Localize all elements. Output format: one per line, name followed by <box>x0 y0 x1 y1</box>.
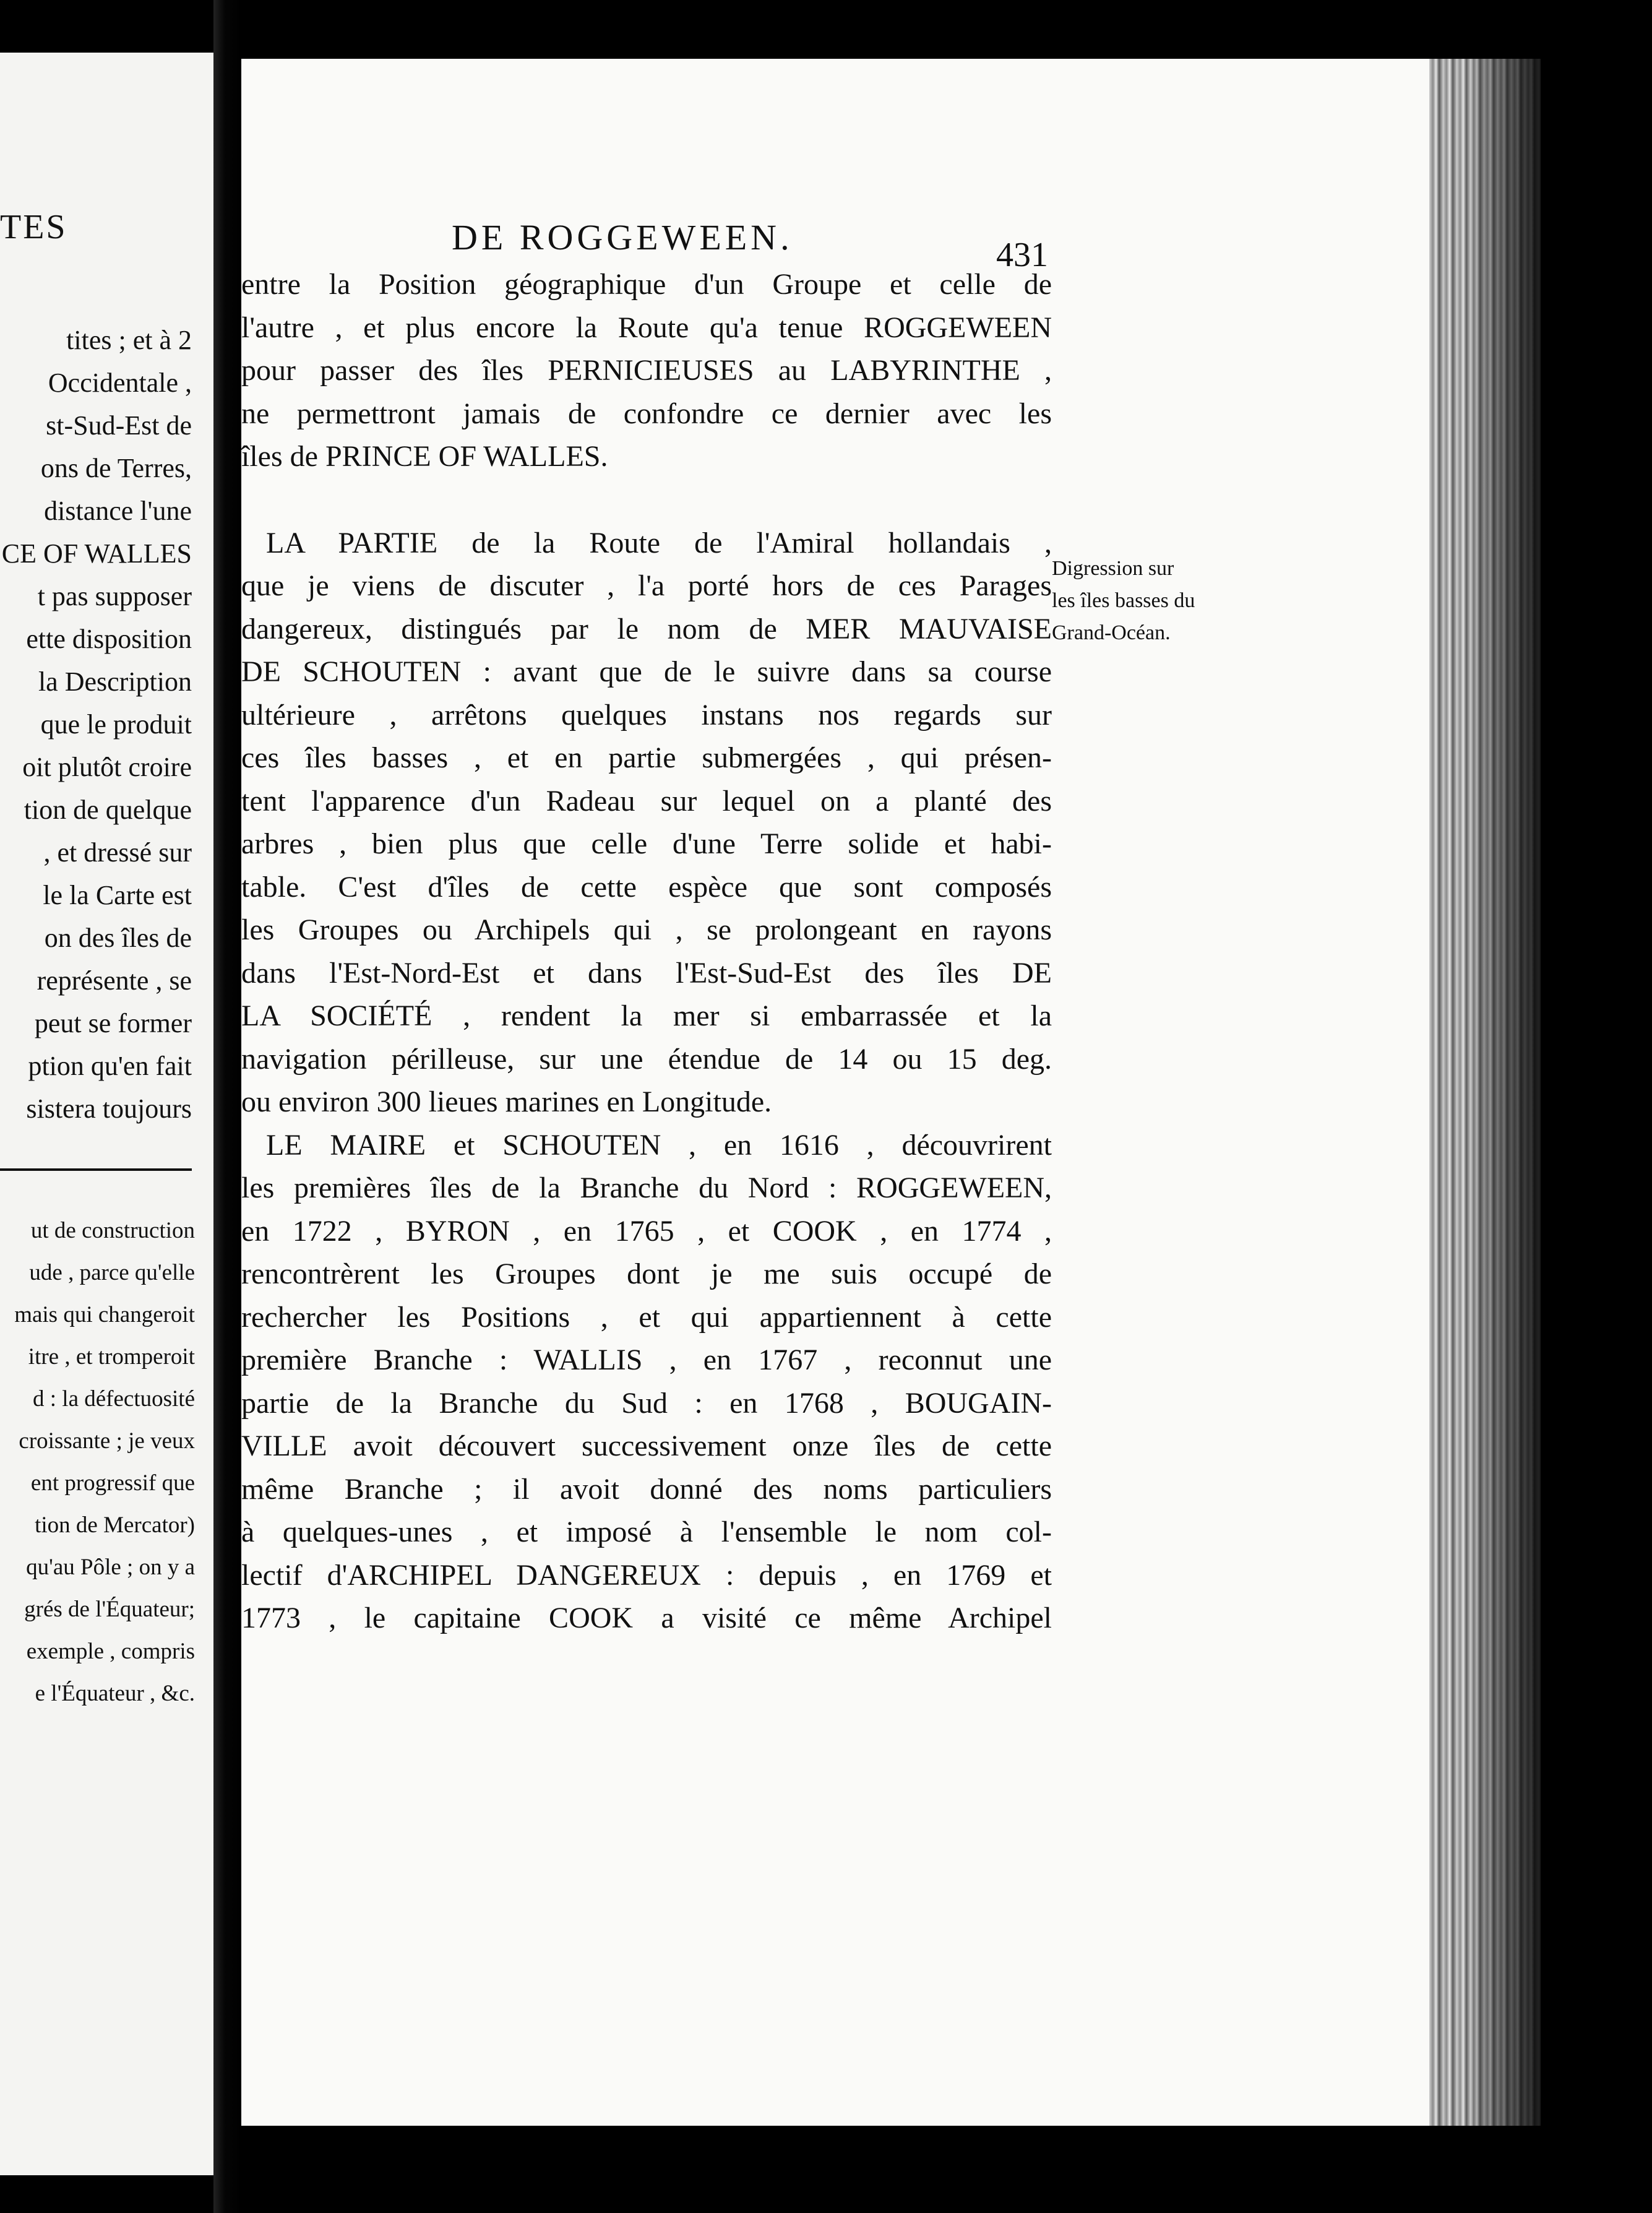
text-line: le la Carte est <box>43 880 192 910</box>
text-line: l'autre , et plus encore la Route qu'a tenue ROGGEWEEN <box>241 311 1052 344</box>
paragraph-3 <box>241 1124 1052 1640</box>
text-line: première Branche : WALLIS , en 1767 , reconnut une <box>241 1344 1052 1376</box>
text-line: ent progressif que <box>30 1470 195 1496</box>
text-line: CE OF WALLES <box>1 538 192 569</box>
text-line: LE MAIRE et SCHOUTEN , en 1616 , découvrirent <box>266 1128 1052 1162</box>
text-line: d : la défectuosité <box>33 1386 195 1412</box>
text-line: ou environ 300 lieues marines en Longitude. <box>241 1085 772 1118</box>
text-line: ette disposition <box>26 624 192 654</box>
paragraph-1 <box>241 263 1052 478</box>
text-line: itre , et tromperoit <box>28 1344 195 1370</box>
text-line: ultérieure , arrêtons quelques instans nos regards sur <box>241 698 1052 731</box>
text-line: Occidentale , <box>48 368 192 398</box>
text-line: 1773 , le capitaine COOK a visité ce même Archipel <box>241 1602 1052 1634</box>
text-line: entre la Position géographique d'un Groupe et celle de <box>241 268 1052 301</box>
text-line: les îles basses du <box>1052 589 1195 612</box>
text-line: ons de Terres, <box>40 453 192 483</box>
text-line: , et dressé sur <box>43 837 192 868</box>
text-line: on des îles de <box>44 923 192 953</box>
text-line: t pas supposer <box>37 581 192 611</box>
text-line: Grand-Océan. <box>1052 621 1171 644</box>
text-line: rechercher les Positions , et qui appartiennent à cette <box>241 1300 1052 1334</box>
book-gutter <box>213 0 241 2213</box>
text-line: VILLE avoit découvert successivement onze îles de cette <box>241 1430 1052 1462</box>
text-line: st-Sud-Est de <box>46 410 192 441</box>
left-page <box>0 53 213 2175</box>
text-line: les Groupes ou Archipels qui , se prolongeant en rayons <box>241 913 1052 946</box>
text-line: lectif d'ARCHIPEL DANGEREUX : depuis , en 1769 et <box>241 1558 1052 1592</box>
text-line: pour passer des îles PERNICIEUSES au LABYRINTHE , <box>241 354 1052 387</box>
paragraph-gap <box>241 478 1052 522</box>
text-line: mais qui changeroit <box>14 1302 195 1327</box>
text-line: les premières îles de la Branche du Nord : ROGGEWEEN, <box>241 1171 1052 1204</box>
text-line: LA PARTIE de la Route de l'Amiral hollandais , <box>266 526 1052 559</box>
text-line: grés de l'Équateur; <box>24 1597 195 1622</box>
text-line: ne permettront jamais de confondre ce dernier avec les <box>241 397 1052 430</box>
text-line: que le produit <box>40 709 192 740</box>
text-line: tion de quelque <box>24 795 192 825</box>
text-line: à quelques-unes , et imposé à l'ensemble le nom col- <box>241 1516 1052 1548</box>
margin-note <box>1052 553 1237 649</box>
text-line: e l'Équateur , &c. <box>35 1681 195 1706</box>
text-line: îles de PRINCE OF WALLES. <box>241 440 608 473</box>
text-line: tites ; et à 2 <box>66 325 192 355</box>
text-line: oit plutôt croire <box>22 752 192 782</box>
text-line: Digression sur <box>1052 557 1174 580</box>
left-running-head: TES <box>0 208 67 246</box>
text-line: même Branche ; il avoit donné des noms particuliers <box>241 1472 1052 1506</box>
text-line: arbres , bien plus que celle d'une Terre solide et habi- <box>241 827 1052 860</box>
text-line: partie de la Branche du Sud : en 1768 , BOUGAIN- <box>241 1386 1052 1420</box>
body-text <box>241 263 1052 1640</box>
running-head: DE ROGGEWEEN. <box>452 217 793 257</box>
text-line: croissante ; je veux <box>19 1428 195 1454</box>
text-line: tion de Mercator) <box>35 1512 195 1538</box>
text-line: peut se former <box>34 1008 192 1038</box>
left-page-text <box>0 319 192 1130</box>
text-line: qu'au Pôle ; on y a <box>26 1555 195 1580</box>
page-edge-shadow <box>1473 59 1541 2126</box>
text-line: dangereux, distingués par le nom de MER MAUVAISE <box>241 612 1052 645</box>
text-line: ption qu'en fait <box>28 1051 192 1081</box>
text-line: exemple , compris <box>26 1639 195 1664</box>
text-line: dans l'Est-Nord-Est et dans l'Est-Sud-Est des îles DE <box>241 956 1052 990</box>
footnote-rule <box>0 1168 192 1171</box>
text-line: ces îles basses , et en partie submergées , qui présen- <box>241 741 1052 774</box>
page-number: 431 <box>996 236 1048 274</box>
text-line: sistera toujours <box>26 1094 192 1124</box>
text-line: rencontrèrent les Groupes dont je me suis occupé de <box>241 1257 1052 1290</box>
text-line: la Description <box>38 666 192 697</box>
text-line: que je viens de discuter , l'a porté hors de ces Parages <box>241 569 1052 602</box>
text-line: DE SCHOUTEN : avant que de le suivre dans sa course <box>241 655 1052 688</box>
text-line: tent l'apparence d'un Radeau sur lequel on a planté des <box>241 784 1052 817</box>
text-line: ude , parce qu'elle <box>29 1260 195 1285</box>
text-line: table. C'est d'îles de cette espèce que sont composés <box>241 870 1052 904</box>
paragraph-2 <box>241 522 1052 1124</box>
text-line: distance l'une <box>44 496 192 526</box>
text-line: en 1722 , BYRON , en 1765 , et COOK , en 1774 , <box>241 1214 1052 1248</box>
text-line: navigation périlleuse, sur une étendue de 14 ou 15 deg. <box>241 1042 1052 1076</box>
left-page-footnotes <box>0 1210 195 1715</box>
text-line: représente , se <box>37 965 192 996</box>
text-line: LA SOCIÉTÉ , rendent la mer si embarrassée et la <box>241 999 1052 1032</box>
text-line: ut de construction <box>30 1218 195 1243</box>
